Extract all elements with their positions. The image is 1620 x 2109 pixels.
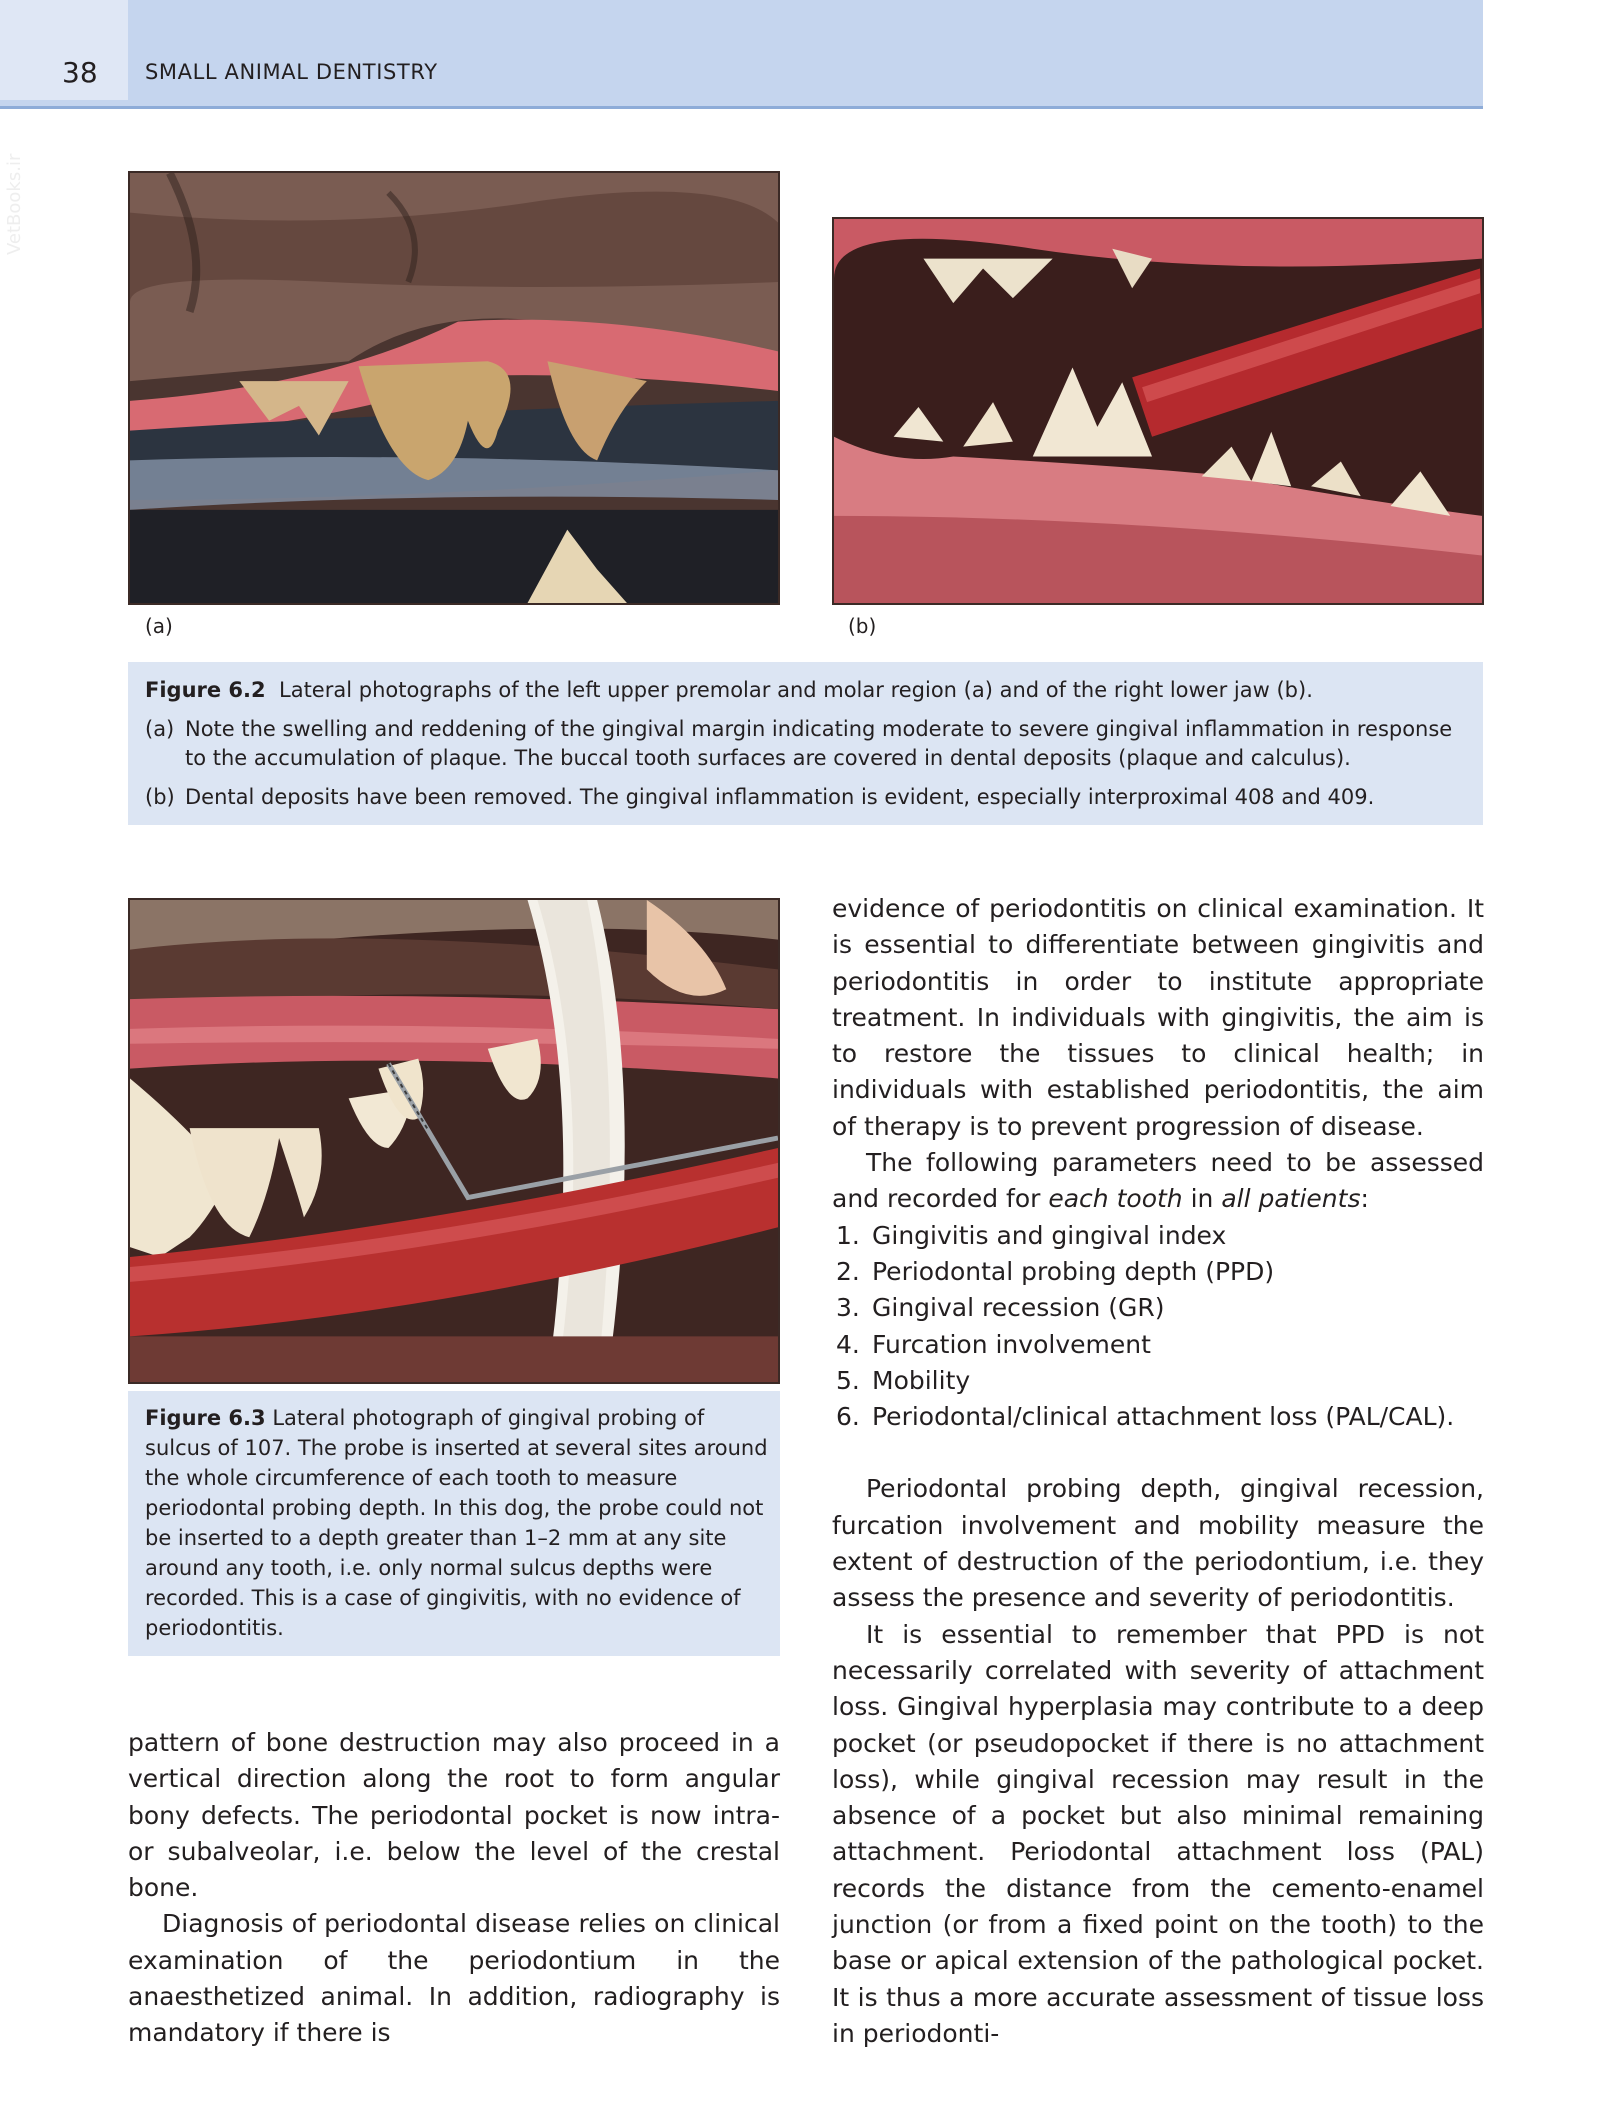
figure-6-2-caption-text: Lateral photographs of the left upper premolar and molar region (a) and of the right lower jaw (b). — [279, 678, 1313, 702]
figure-6-2b-label: (b) — [848, 614, 877, 638]
page-number: 38 — [62, 56, 98, 89]
header-rule — [0, 106, 1483, 109]
right-paragraph-4: It is essential to remember that PPD is not necessarily correlated with severity of attachment loss. Gingival hyperplasia may contribute to a deep pocket (or pseudopocket if there is no attachment loss), while gingival recession may result in the absence of a pocket but also minimal remaining attachment. Periodontal attachment loss (PAL) records the distance from the cemento-enamel junction (or from a fixed point on the tooth) to the base or apical extension of the pathological pocket. It is thus a more accurate assessment of tissue loss in periodonti- — [832, 1619, 1484, 2048]
right-column — [832, 891, 1484, 2052]
right-paragraph-3: Periodontal probing depth, gingival recession, furcation involvement and mobility measure the extent of destruction of the periodontium, i.e. they assess the presence and severity of periodontitis. — [832, 1474, 1484, 1613]
figure-6-3-caption-text: Lateral photograph of gingival probing of sulcus of 107. The probe is inserted at several sites around the whole circumference of each tooth to measure periodontal probing depth. In this dog, the probe could not be inserted to a depth greater than 1–2 mm at any site around any tooth, i.e. only normal sulcus depths were recorded. This is a case of gingivitis, with no evidence of periodontitis. — [145, 1406, 768, 1640]
caption-item-a-line2: to the accumulation of plaque. The buccal tooth surfaces are covered in dental deposits (plaque and calculus). — [185, 746, 1351, 770]
figure-6-2a-photo — [128, 171, 780, 605]
list-item: 2. Periodontal probing depth (PPD) — [836, 1256, 1275, 1286]
figure-6-2b-photo — [832, 217, 1484, 605]
left-column — [128, 1725, 780, 2052]
watermark: VetBooks.ir — [4, 153, 25, 255]
list-item: 1. Gingivitis and gingival index — [836, 1220, 1227, 1250]
left-paragraph-1: pattern of bone destruction may also proceed in a vertical direction along the root to form angular bony defects. The periodontal pocket is now intra- or subalveolar, i.e. below the level of the crestal bone. — [128, 1728, 780, 1903]
figure-6-2-label: Figure 6.2 — [145, 678, 266, 702]
caption-item-a-line1: Note the swelling and reddening of the gingival margin indicating moderate to severe gingival inflammation in response — [185, 717, 1453, 741]
caption-item-b-text: Dental deposits have been removed. The gingival inflammation is evident, especially interproximal 408 and 409. — [185, 785, 1375, 809]
emphasis-each-tooth: each tooth — [1048, 1184, 1183, 1214]
emphasis-all-patients: all patients — [1221, 1184, 1361, 1214]
figure-6-2-caption — [128, 662, 1483, 825]
parameters-list — [832, 1218, 1484, 1436]
right-paragraph-1: evidence of periodontitis on clinical examination. It is essential to differentiate between gingivitis and periodontitis in order to institute appropriate treatment. In individuals with gingivitis, the aim is to restore the tissues to clinical health; in individuals with established periodontitis, the aim of therapy is to prevent progression of disease. — [832, 894, 1484, 1141]
header-band — [0, 0, 1483, 108]
figure-6-3-label: Figure 6.3 — [145, 1406, 266, 1430]
list-item: 6. Periodontal/clinical attachment loss (PAL/CAL). — [836, 1402, 1455, 1432]
list-item: 5. Mobility — [836, 1365, 971, 1395]
list-item: 4. Furcation involvement — [836, 1329, 1151, 1359]
caption-item-b-marker: (b) — [145, 785, 175, 809]
caption-item-a-marker: (a) — [145, 717, 175, 741]
left-paragraph-2: Diagnosis of periodontal disease relies on clinical examination of the periodontium in the anaesthetized animal. In addition, radiography is mandatory if there is — [128, 1909, 780, 2048]
figure-6-3-photo — [128, 898, 780, 1384]
list-item: 3. Gingival recession (GR) — [836, 1293, 1165, 1323]
figure-6-2a-label: (a) — [145, 614, 173, 638]
figure-6-3-caption — [128, 1391, 780, 1656]
right-paragraph-2: The following parameters need to be assessed and recorded for each tooth in all patients: — [832, 1148, 1484, 1214]
running-title: SMALL ANIMAL DENTISTRY — [145, 60, 438, 84]
